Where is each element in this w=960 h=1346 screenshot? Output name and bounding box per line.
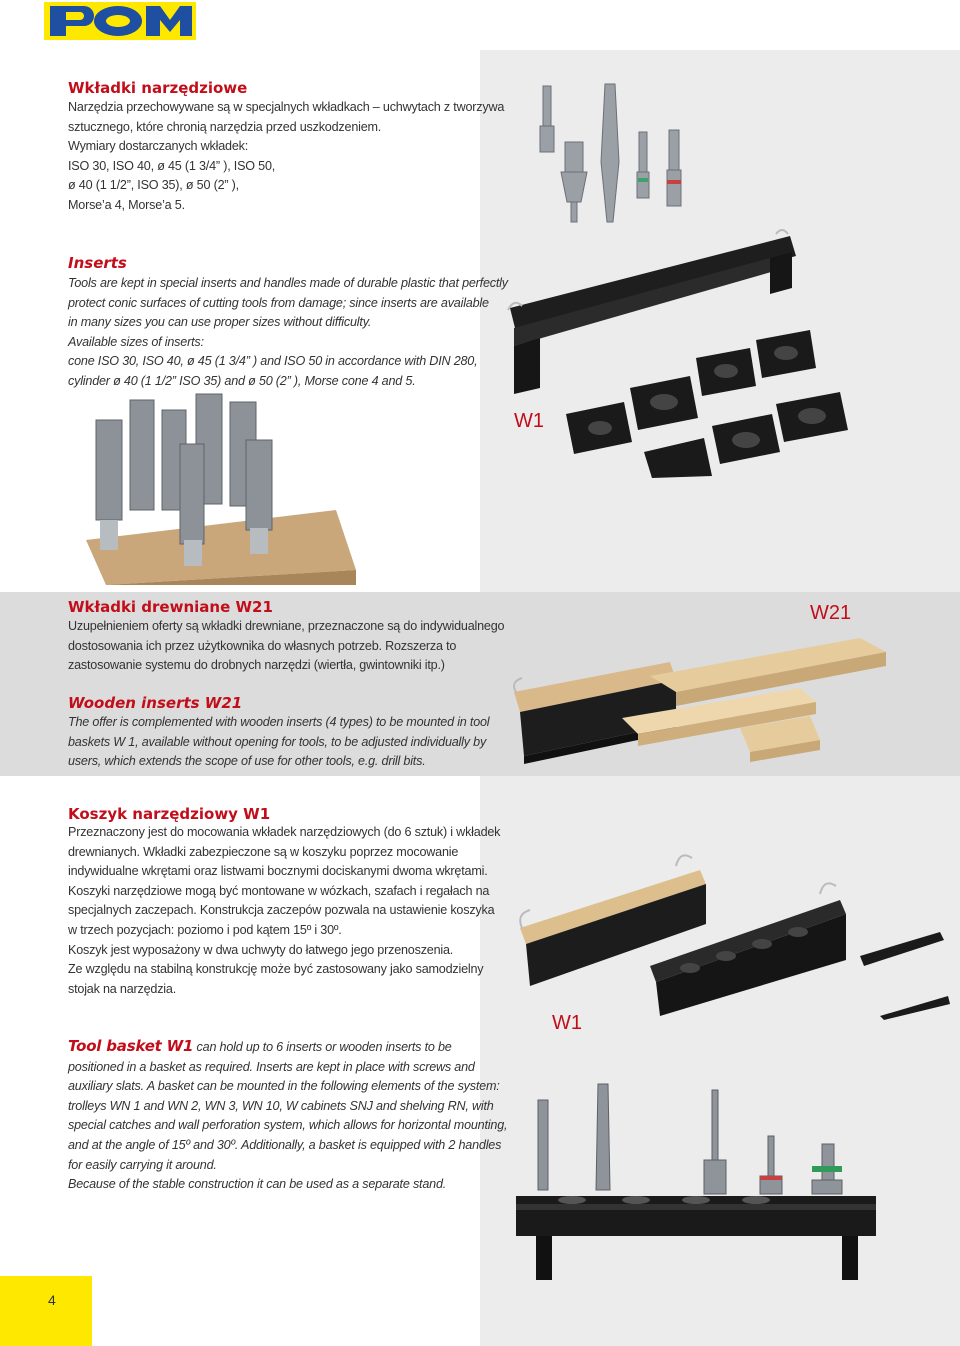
tool-holders-photo [535,82,695,232]
text-line: drewnianych. Wkładki zabezpieczone są w koszyku poprzez mocowanie [68,844,459,859]
section2-text-en [68,713,489,772]
text-line: Available sizes of inserts: [68,334,204,349]
text-line: sztucznego, które chronią narzędzia przed uszkodzeniem. [68,119,382,134]
text-line: special catches and wall perforation system, which allows for horizontal mounting, [68,1118,508,1133]
milling-cutters-photo [66,380,356,585]
text-line: dostosowania ich przez użytkownika do własnych potrzeb. Rozszerza to [68,638,457,653]
text-line: Tools are kept in special inserts and handles made of durable plastic that perfectly [68,276,508,290]
basket-with-inserts-photo [500,228,860,478]
w1-label: W1 [514,410,544,432]
section3-text-en [68,1037,507,1195]
text-line: w trzech pozycjach: poziomo i pod kątem 15º i 30º. [68,922,342,937]
text-line: Because of the stable construction it can be used as a separate stand. [68,1177,447,1192]
section2-heading-en: Wooden inserts W21 [68,694,243,712]
section1-text-pl [68,98,504,216]
page-number-tab [0,1276,92,1346]
text-line: cylinder ø 40 (1 1/2” ISO 35) and ø 50 (2” ), Morse cone 4 and 5. [68,373,416,388]
section3-heading-en: Tool basket W1 [68,1037,194,1055]
text-line: trolleys WN 1 and WN 2, WN 3, WN 10, W cabinets SNJ and shelving RN, with [68,1098,494,1113]
text-line: baskets W 1, available without opening for tools, to be adjusted individually by [68,734,487,749]
text-line-rest: can hold up to 6 inserts or wooden inserts to be [193,1040,452,1054]
text-line: Koszyki narzędziowe mogą być montowane w wózkach, szafach i regałach na [68,883,490,898]
text-line [68,1037,507,1058]
text-line: positioned in a basket as required. Inserts are kept in place with screws and [68,1059,475,1074]
text-line: for easily carrying it around. [68,1157,217,1172]
text-line: Wymiary dostarczanych wkładek: [68,139,249,154]
text-line: ISO 30, ISO 40, ø 45 (1 3/4” ), ISO 50, [68,158,276,173]
w21-label: W21 [810,602,852,624]
text-line: Uzupełnieniem oferty są wkładki drewniane, przeznaczone są do indywidualnego [68,619,505,633]
w1-basket-label: W1 [552,1012,582,1034]
text-line: cone ISO 30, ISO 40, ø 45 (1 3/4” ) and ISO 50 in accordance with DIN 280, [68,354,478,369]
section2-heading-pl: Wkładki drewniane W21 [68,598,273,616]
basket-with-tools-photo [516,1080,876,1280]
text-line: protect conic surfaces of cutting tools from damage; since inserts are available [68,295,489,310]
tool-basket-photo [500,820,950,1020]
text-line: stojak na narzędzia. [68,981,177,996]
pom-logo [44,2,196,40]
text-line: Morse’a 4, Morse’a 5. [68,197,185,212]
text-line: specjalnych zaczepach. Konstrukcja zaczepów pozwala na ustawienie koszyka [68,903,495,918]
page-number: 4 [48,1292,56,1308]
text-line: The offer is complemented with wooden inserts (4 types) to be mounted in tool [68,715,490,729]
text-line: zastosowanie systemu do drobnych narzędzi (wiertła, gwintowniki itp.) [68,658,445,673]
section1-heading-pl: Wkładki narzędziowe [68,79,248,97]
section1-heading-en: Inserts [68,254,127,272]
text-line: indywidualne wkrętami oraz listwami bocznymi dociskanymi dwoma wkrętami. [68,864,488,879]
text-line: ø 40 (1 1/2”, ISO 35), ø 50 (2” ), [68,178,239,193]
section3-heading-pl: Koszyk narzędziowy W1 [68,805,271,823]
wooden-inserts-photo [500,632,900,772]
section2-text-pl [68,617,504,676]
text-line: Przeznaczony jest do mocowania wkładek narzędziowych (do 6 sztuk) i wkładek [68,825,501,839]
text-line: and at the angle of 15º and 30º. Additionally, a basket is equipped with 2 handles [68,1137,502,1152]
section3-text-pl [68,823,500,999]
section1-text-en [68,274,508,392]
text-line: Narzędzia przechowywane są w specjalnych wkładkach – uchwytach z tworzywa [68,100,505,114]
text-line: auxiliary slats. A basket can be mounted in the following elements of the system: [68,1079,500,1094]
text-line: users, which extends the scope of use for other tools, e.g. drill bits. [68,754,426,769]
text-line: in many sizes you can use proper sizes without difficulty. [68,315,372,330]
text-line: Koszyk jest wyposażony w dwa uchwyty do łatwego jego przenoszenia. [68,942,454,957]
text-line: Ze względu na stabilną konstrukcję może być zastosowany jako samodzielny [68,962,484,977]
